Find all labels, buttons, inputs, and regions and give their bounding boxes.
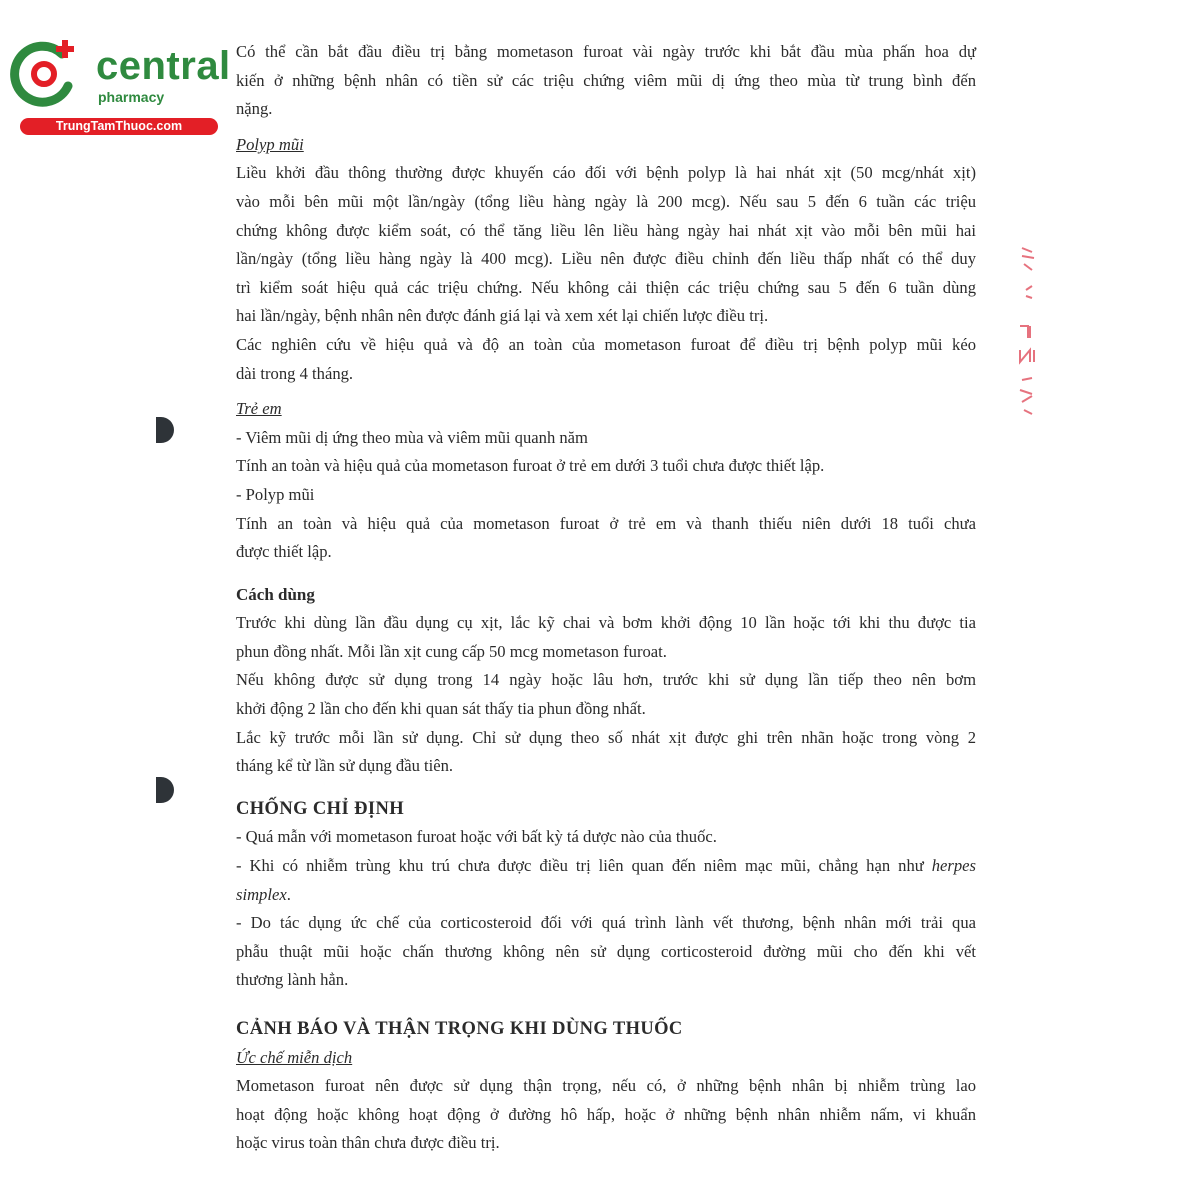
section-title-canh-bao: CẢNH BÁO VÀ THẬN TRỌNG KHI DÙNG THUỐC	[236, 1019, 683, 1039]
paragraph-line: được thiết lập.	[236, 542, 332, 562]
paragraph-line: phẫu thuật mũi hoặc chấn thương không nên sử dụng corticosteroid đường mũi cho đến khi vết	[236, 941, 976, 961]
paragraph-line: Tính an toàn và hiệu quả của mometason furoat ở trẻ em và thanh thiếu niên dưới 18 tuổi chưa	[236, 513, 976, 533]
paragraph-line: Lắc kỹ trước mỗi lần sử dụng. Chỉ sử dụng theo số nhát xịt được ghi trên nhãn hoặc trong vòng 2	[236, 727, 976, 747]
paragraph-line: Liều khởi đầu thông thường được khuyến cáo đối với bệnh polyp là hai nhát xịt (50 mcg/nhát xịt)	[236, 163, 976, 183]
italic-term: herpes	[931, 856, 976, 876]
central-pharmacy-logo-icon	[10, 38, 82, 110]
paragraph-line: vào mỗi bên mũi một lần/ngày (tổng liều hàng ngày là 200 mcg). Nếu sau 5 đến 6 tuần các triệu	[236, 191, 976, 211]
paragraph-line: - Viêm mũi dị ứng theo mùa và viêm mũi quanh năm	[236, 427, 588, 447]
subsection-title-tre-em: Trẻ em	[236, 399, 282, 419]
punch-hole	[156, 777, 174, 803]
paragraph-line: - Do tác dụng ức chế của corticosteroid đối với quá trình lành vết thương, bệnh nhân mới trải qua	[236, 913, 976, 933]
paragraph-line: Mometason furoat nên được sử dụng thận trọng, nếu có, ở những bệnh nhân bị nhiễm trùng lao	[236, 1076, 976, 1096]
punch-hole	[156, 417, 174, 443]
paragraph-line: thương lành hẳn.	[236, 970, 349, 990]
paragraph-line: Trước khi dùng lần đầu dụng cụ xịt, lắc kỹ chai và bơm khởi động 10 lần hoặc tới khi thu được tia	[236, 613, 976, 633]
paragraph-line: Có thể cần bắt đầu điều trị bằng mometason furoat vài ngày trước khi bắt đầu mùa phấn hoa dự	[236, 42, 976, 61]
brand-logo	[10, 38, 231, 138]
paragraph-line	[236, 852, 976, 881]
italic-term: simplex	[236, 884, 287, 904]
paragraph-line: Các nghiên cứu về hiệu quả và độ an toàn của mometason furoat để điều trị bệnh polyp mũi kéo	[236, 334, 976, 354]
paragraph-line: lần/ngày (tổng liều hàng ngày là 400 mcg). Liều nên được điều chỉnh đến liều thấp nhất có thể duy	[236, 249, 976, 269]
paragraph-line: phun đồng nhất. Mỗi lần xịt cung cấp 50 mcg mometason furoat.	[236, 641, 667, 661]
section-title-cach-dung: Cách dùng	[236, 584, 315, 604]
subsection-title-uc-che: Ức chế miễn dịch	[236, 1047, 353, 1067]
stamp-fragment-icon	[1004, 240, 1054, 420]
brand-subtitle: pharmacy	[98, 89, 165, 105]
paragraph-line: hai lần/ngày, bệnh nhân nên được đánh giá lại và xem xét lại chiến lược điều trị.	[236, 306, 769, 326]
paragraph-line: dài trong 4 tháng.	[236, 363, 354, 383]
paragraph-line: khởi động 2 lần cho đến khi quan sát thấy tia phun đồng nhất.	[236, 699, 646, 719]
subsection-title-polyp: Polyp mũi	[236, 134, 304, 154]
paragraph-line	[236, 881, 976, 910]
paragraph-line: hoạt động hoặc không hoạt động ở đường hô hấp, hoặc ở những bệnh nhân nhiễm nấm, vi khuẩn	[236, 1104, 976, 1124]
paragraph-line: Tính an toàn và hiệu quả của mometason furoat ở trẻ em dưới 3 tuổi chưa được thiết lập.	[236, 456, 825, 476]
paragraph-line: kiến ở những bệnh nhân có tiền sử các triệu chứng viêm mũi dị ứng theo mùa từ trung bình đến	[236, 70, 976, 90]
line-text: - Khi có nhiễm trùng khu trú chưa được điều trị liên quan đến niêm mạc mũi, chẳng hạn như	[236, 856, 924, 876]
brand-name: central	[96, 44, 231, 88]
paragraph-line: - Polyp mũi	[236, 484, 315, 504]
brand-url-badge[interactable]: TrungTamThuoc.com	[20, 118, 218, 135]
section-title-chong-chi-dinh: CHỐNG CHỈ ĐỊNH	[236, 798, 404, 819]
document-body	[236, 38, 976, 1158]
paragraph-line: Nếu không được sử dụng trong 14 ngày hoặc lâu hơn, trước khi sử dụng lần tiếp theo nên bơm	[236, 670, 976, 690]
paragraph-line: - Quá mẫn với mometason furoat hoặc với bất kỳ tá dược nào của thuốc.	[236, 827, 717, 847]
paragraph-line: trì kiểm soát hiệu quả các triệu chứng. Nếu không cải thiện các triệu chứng sau 5 đến 6 tuần dùng	[236, 277, 976, 297]
paragraph-line: tháng kể từ lần sử dụng đầu tiên.	[236, 756, 454, 776]
paragraph-line: nặng.	[236, 99, 273, 119]
paragraph-line: chứng không được kiểm soát, có thể tăng liều lên liều hàng ngày hai nhát xịt vào mỗi bên mũi hai	[236, 220, 976, 240]
paragraph-line: hoặc virus toàn thân chưa được điều trị.	[236, 1133, 500, 1153]
line-end: .	[286, 884, 291, 904]
